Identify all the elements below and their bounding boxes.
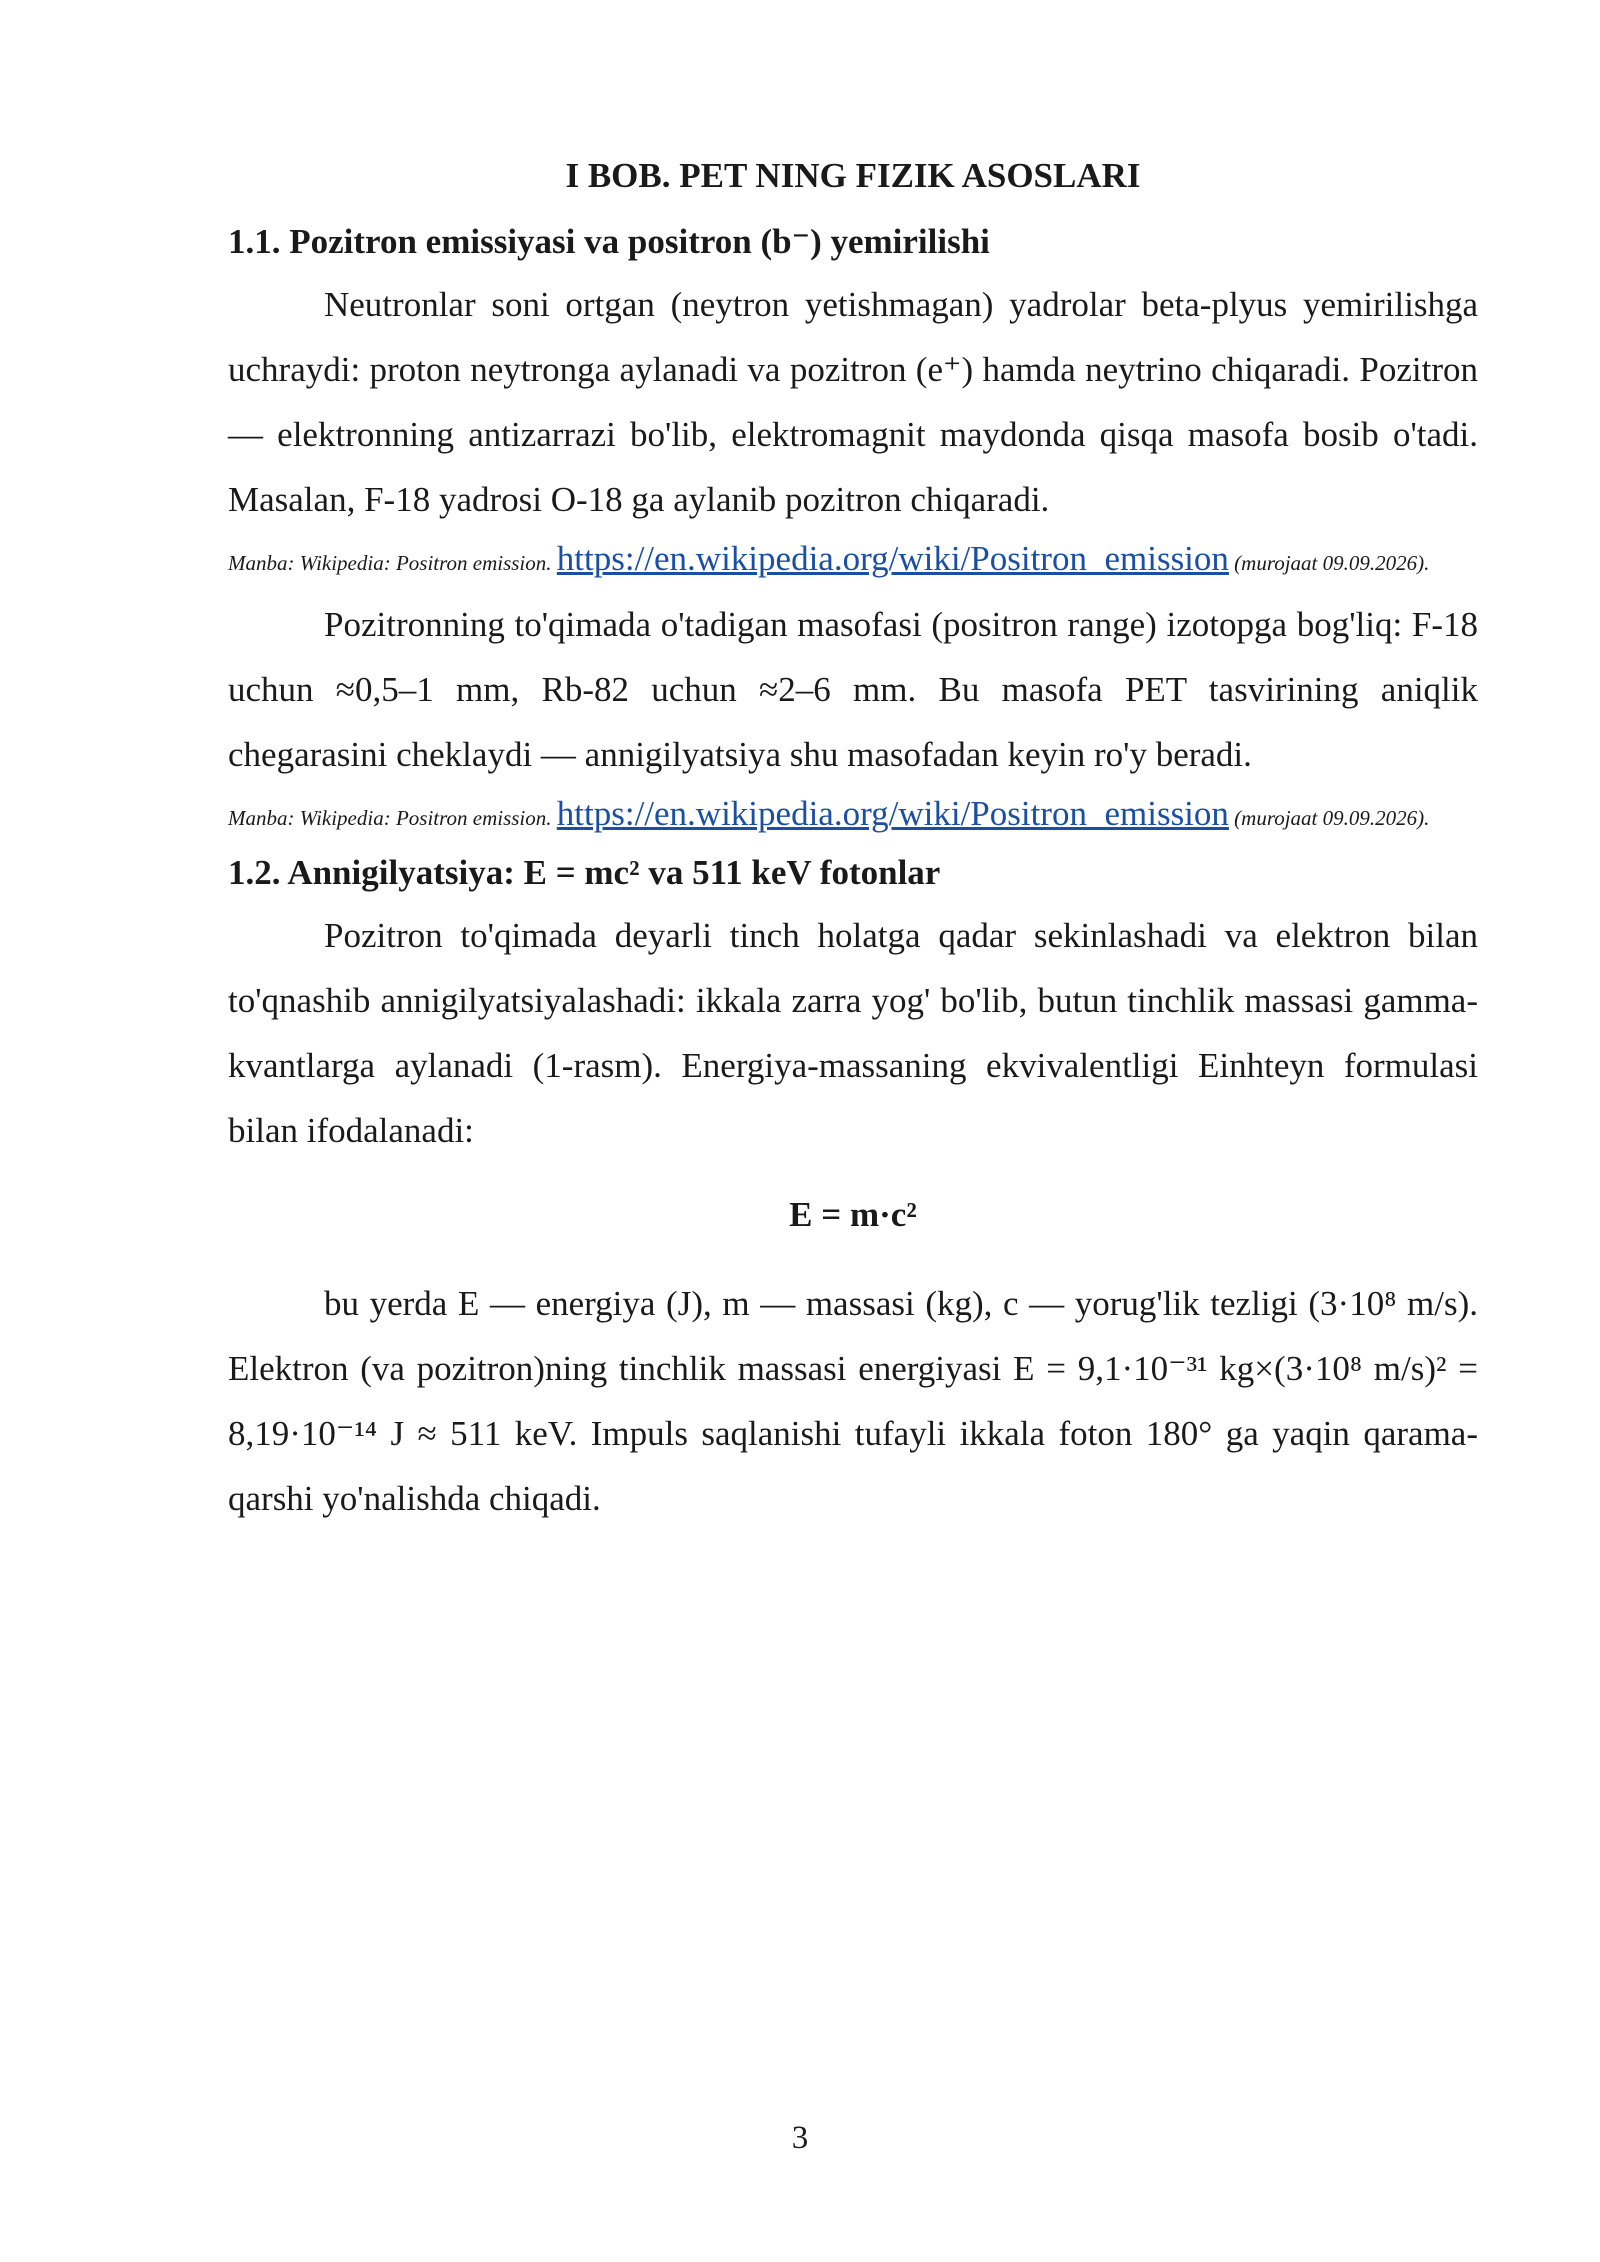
source-prefix: Manba: Wikipedia: Positron emission. (228, 806, 557, 830)
source-prefix: Manba: Wikipedia: Positron emission. (228, 551, 557, 575)
source-suffix: (murojaat 09.09.2026). (1228, 806, 1430, 830)
source-citation-1 (228, 539, 1478, 578)
chapter-title: I BOB. PET NING FIZIK ASOSLARI (565, 156, 1141, 195)
paragraph-positron-emission: Neutronlar soni ortgan (neytron yetishmagan) yadrolar beta-plyus yemirilishga uchraydi: proton neytronga aylanadi va pozitron (e⁺) hamda neytrino chiqaradi. Pozitron — elektronning antizarrazi bo'lib, elektromagnit maydonda qisqa masofa bosib o'tadi. Masalan, F-18 yadrosi O-18 ga aylanib pozitron chiqaradi. (228, 285, 1478, 519)
paragraph-rest-mass-energy: bu yerda E — energiya (J), m — massasi (kg), c — yorug'lik tezligi (3·10⁸ m/s). Elektron (va pozitron)ning tinchlik massasi energiyasi E = 9,1·10⁻³¹ kg×(3·10⁸ m/s)² = 8,19·10⁻¹⁴ J ≈ 511 keV. Impuls saqlanishi tufayli ikkala foton 180° ga yaqin qarama-qarshi yo'nalishda chiqadi. (228, 1284, 1478, 1518)
page-content (228, 150, 1478, 1531)
formula-energy-mass: E = m·c² (789, 1195, 917, 1234)
source-suffix: (murojaat 09.09.2026). (1228, 551, 1430, 575)
section-title-1-1: 1.1. Pozitron emissiyasi va positron (b⁻) yemirilishi (228, 222, 990, 261)
page-number: 3 (791, 2120, 809, 2156)
section-title-1-2: 1.2. Annigilyatsiya: E = mc² va 511 keV fotonlar (228, 853, 941, 892)
source-link[interactable]: https://en.wikipedia.org/wiki/Positron_emission (556, 794, 1229, 833)
source-link[interactable]: https://en.wikipedia.org/wiki/Positron_emission (556, 539, 1229, 578)
source-citation-2 (228, 794, 1478, 833)
paragraph-annihilation: Pozitron to'qimada deyarli tinch holatga qadar sekinlashadi va elektron bilan to'qnashib annigilyatsiyalashadi: ikkala zarra yog' bo'lib, butun tinchlik massasi gamma-kvantlarga aylanadi (1-rasm). Energiya-massaning ekvivalentligi Einhteyn formulasi bilan ifodalanadi: (228, 916, 1478, 1150)
paragraph-positron-range: Pozitronning to'qimada o'tadigan masofasi (positron range) izotopga bog'liq: F-18 uchun ≈0,5–1 mm, Rb-82 uchun ≈2–6 mm. Bu masofa PET tasvirining aniqlik chegarasini cheklaydi — annigilyatsiya shu masofadan keyin ro'y beradi. (228, 605, 1478, 774)
